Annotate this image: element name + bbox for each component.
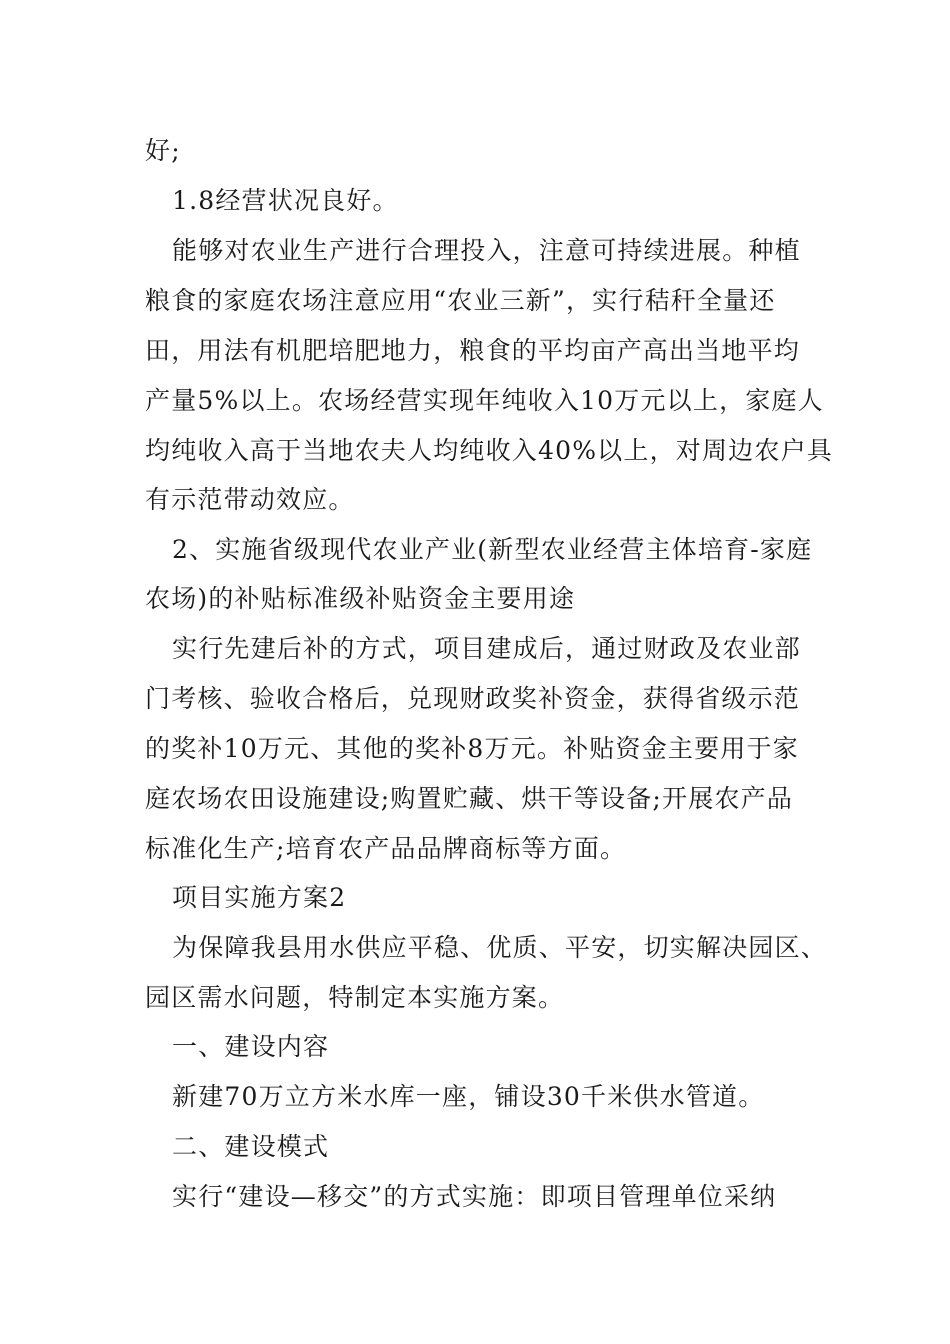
text-line: 粮食的家庭农场注意应用“农业三新”，实行秸秆全量还	[145, 286, 776, 315]
text-line: 均纯收入高于当地农夫人均纯收入40%以上，对周边农户具	[145, 436, 833, 465]
text-line: 庭农场农田设施建设;购置贮藏、烘干等设备;开展农产品	[145, 784, 794, 813]
text-line: 产量5%以上。农场经营实现年纯收入10万元以上，家庭人	[145, 386, 824, 415]
text-line: 田，用法有机肥培肥地力，粮食的平均亩产高出当地平均	[145, 336, 801, 365]
text-line: 2、实施省级现代农业产业(新型农业经营主体培育-家庭	[172, 535, 813, 564]
text-line: 1.8经营状况良好。	[172, 186, 399, 215]
text-line: 农场)的补贴标准级补贴资金主要用途	[145, 584, 576, 613]
text-line: 的奖补10万元、其他的奖补8万元。补贴资金主要用于家	[145, 734, 799, 763]
section-heading: 一、建设内容	[172, 1032, 330, 1061]
text-line: 园区需水问题，特制定本实施方案。	[145, 983, 565, 1012]
text-line: 为保障我县用水供应平稳、优质、平安，切实解决园区、	[172, 933, 828, 962]
text-line: 能够对农业生产进行合理投入，注意可持续进展。种植	[172, 236, 801, 265]
text-line: 好;	[145, 136, 181, 165]
text-line: 有示范带动效应。	[145, 485, 355, 514]
section-heading: 二、建设模式	[172, 1132, 330, 1161]
text-line: 新建70万立方米水库一座，铺设30千米供水管道。	[172, 1082, 765, 1111]
text-line: 实行先建后补的方式，项目建成后，通过财政及农业部	[172, 634, 801, 663]
text-line: 实行“建设—移交”的方式实施：即项目管理单位采纳	[172, 1182, 777, 1211]
text-line: 门考核、验收合格后，兑现财政奖补资金，获得省级示范	[145, 684, 801, 713]
text-line: 标准化生产;培育农产品品牌商标等方面。	[145, 834, 627, 863]
text-line: 项目实施方案2	[172, 883, 347, 912]
